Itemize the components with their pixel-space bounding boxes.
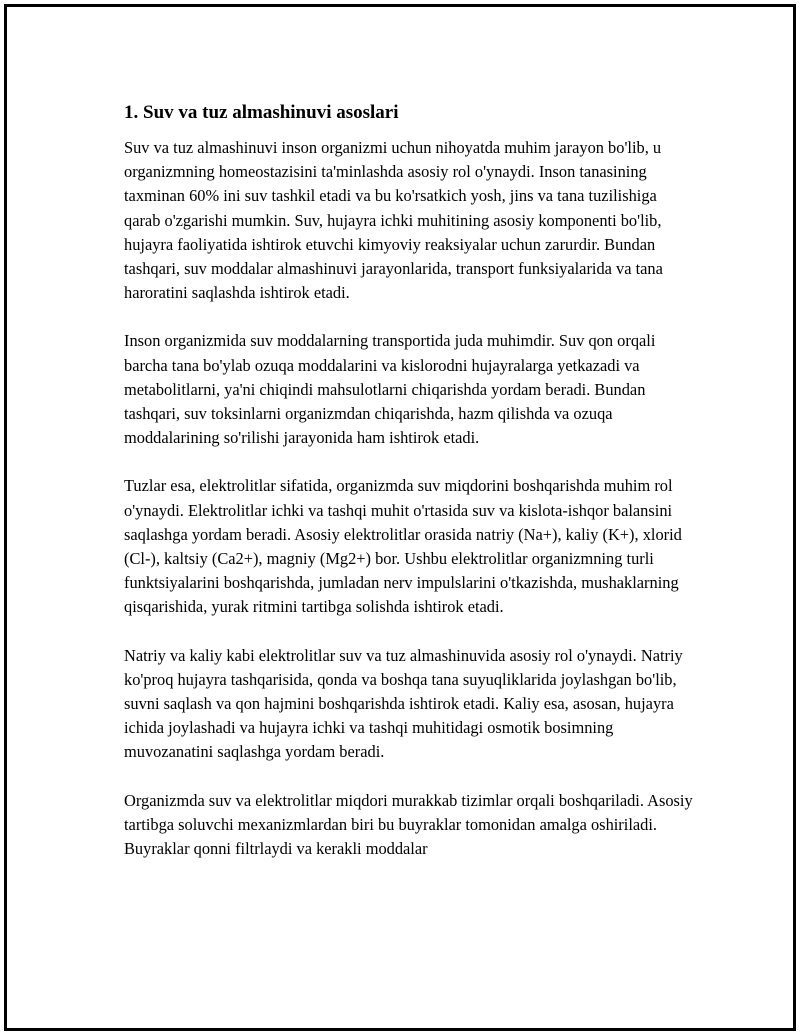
document-body (124, 99, 694, 885)
paragraph-1: Suv va tuz almashinuvi inson organizmi uchun nihoyatda muhim jarayon bo'lib, u organizmning homeostazisini ta'minlashda asosiy rol o'ynaydi. Inson tanasining taxminan 60% ini suv tashkil etadi va bu ko'rsatkich yosh, jins va tana tuzilishiga qarab o'zgarishi mumkin. Suv, hujayra ichki muhitining asosiy komponenti bo'lib, hujayra faoliyatida ishtirok etuvchi kimyoviy reaksiyalar uchun zarurdir. Bundan tashqari, suv moddalar almashinuvi jarayonlarida, transport funksiyalarida va tana haroratini saqlashda ishtirok etadi. (124, 138, 663, 303)
paragraph-3: Tuzlar esa, elektrolitlar sifatida, organizmda suv miqdorini boshqarishda muhim rol o'ynaydi. Elektrolitlar ichki va tashqi muhit o'rtasida suv va kislota-ishqor balansini saqlashga yordam beradi. Asosiy elektrolitlar orasida natriy (Na+), kaliy (K+), xlorid (Cl-), kaltsiy (Ca2+), magniy (Mg2+) bor. Ushbu elektrolitlar organizmning turli funktsiyalarini boshqarishda, jumladan nerv impulslarini o'tkazishda, mushaklarning qisqarishida, yurak ritmini tartibga solishda ishtirok etadi. (124, 476, 682, 617)
paragraph-4: Natriy va kaliy kabi elektrolitlar suv va tuz almashinuvida asosiy rol o'ynaydi. Natriy ko'proq hujayra tashqarisida, qonda va boshqa tana suyuqliklarida joylashgan bo'lib, suvni saqlash va qon hajmini boshqarishda ishtirok etadi. Kaliy esa, asosan, hujayra ichida joylashadi va hujayra ichki va tashqi muhitidagi osmotik bosimning muvozanatini saqlashga yordam beradi. (124, 645, 683, 762)
paragraph-5: Organizmda suv va elektrolitlar miqdori murakkab tizimlar orqali boshqariladi. Asosiy tartibga soluvchi mexanizmlardan biri bu buyraklar tomonidan amalga oshiriladi. Buyraklar qonni filtrlaydi va kerakli moddalar (124, 790, 693, 859)
section-title: 1. Suv va tuz almashinuvi asoslari (124, 102, 399, 123)
page-frame (4, 4, 796, 1031)
paragraph-2: Inson organizmida suv moddalarning transportida juda muhimdir. Suv qon orqali barcha tana bo'ylab ozuqa moddalarini va kislorodni hujayralarga yetkazadi va metabolitlarni, ya'ni chiqindi mahsulotlarni chiqarishda yordam beradi. Bundan tashqari, suv toksinlarni organizmdan chiqarishda, hazm qilishda va ozuqa moddalarining so'rilishi jarayonida ham ishtirok etadi. (124, 331, 656, 448)
